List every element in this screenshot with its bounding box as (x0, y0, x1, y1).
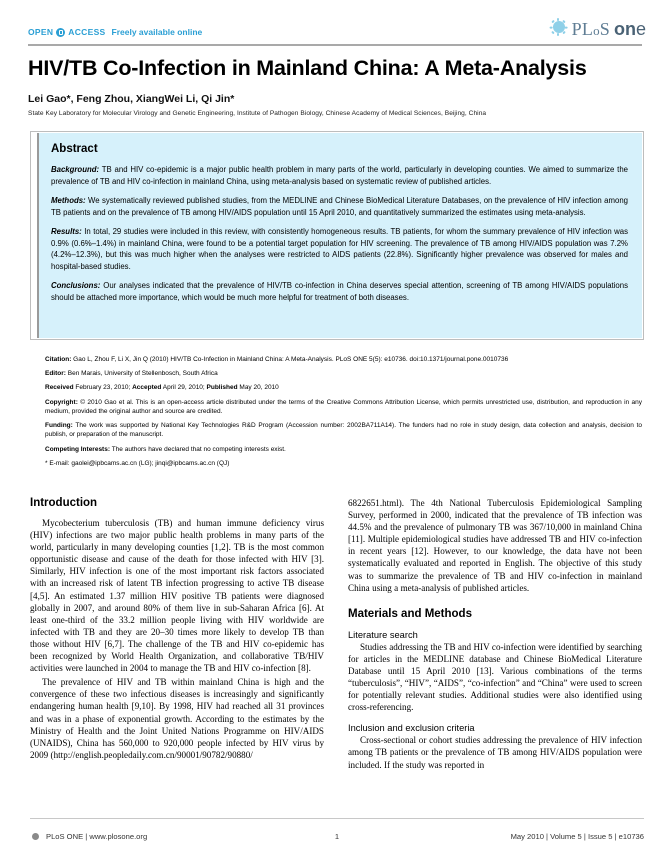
plos-wordmark: PLoS (571, 19, 610, 39)
page-header (0, 0, 670, 56)
article-metadata (45, 355, 642, 473)
open-access-banner (28, 27, 202, 37)
abstract-methods-label: Methods: (51, 196, 86, 206)
body-column-left (30, 497, 324, 763)
accepted-text: April 29, 2010; (161, 384, 207, 392)
inclusion-criteria-paragraph: Cross-sectional or cohort studies addressing the prevalence of HIV infection among TB patients or the prevalence of TB among HIV/AIDS population were included. If the study was reported in (348, 735, 642, 770)
literature-search-paragraph: Studies addressing the TB and HIV co-infection were identified by searching for articles in the MEDLINE database and Chinese BioMedical Literature Database until 15 April 2010 [13]. Various combinations of the terms “tuberculosis”, “HIV”, “AIDS”, “co-infection” and “China” were used to screen for potentially relevant studies. Additional studies were also identified using cross-referencing. (348, 641, 642, 713)
one-wordmark: one (613, 19, 646, 39)
author-list: Lei Gao*, Feng Zhou, XiangWei Li, Qi Jin* (28, 93, 235, 105)
dates-line (45, 383, 642, 392)
plos-one-logo (550, 18, 646, 38)
citation-line (45, 355, 642, 364)
citation-label: Citation: (45, 356, 72, 363)
abstract-box (37, 133, 642, 338)
abstract-background-label: Background: (51, 165, 100, 174)
abstract-results-label: Results: (51, 227, 82, 237)
subsection-heading-literature-search: Literature search (348, 629, 418, 640)
plos-sunburst-icon-footer (30, 831, 41, 842)
header-divider (28, 44, 642, 46)
abstract-heading: Abstract (51, 143, 98, 155)
editor-label: Editor: (45, 370, 66, 378)
abstract-methods (51, 195, 628, 218)
section-heading-introduction: Introduction (30, 497, 98, 509)
funding-line (45, 421, 642, 439)
abstract-results (51, 226, 628, 272)
open-access-tagline: Freely available online (111, 27, 203, 37)
funding-text: The work was supported by National Key Technologies R&D Program (Accession number: 2002BA711A14). The funders had no role in study design, data collection and analysis, decision to publish, or preparation of the manuscript. (45, 422, 642, 439)
accepted-label: Accepted (132, 384, 162, 392)
lock-icon (56, 28, 65, 37)
editor-line (45, 369, 642, 378)
received-text: February 23, 2010; (73, 384, 133, 392)
intro-paragraph-1: Mycobecterium tuberculosis (TB) and human immune deficiency virus (HIV) infections are two major public health problems in many parts of the world, particularly in many developing counties [1,2]. TB is the most common opportunistic disease and cause of the death for those infected with HIV [3]. Similarly, HIV infection is one of the most important risk factors associated with an increased risk of latent TB infection progressing to active TB disease [4,5]. An estimated 1.37 million HIV positive TB patients were diagnosed globally in 2007, and around 80% of them live in sub-Saharan Africa [6]. At least one-third of the 33.2 million people living with HIV worldwide are infected with TB and they are 20–30 times more likely to develop TB than those without HIV [6,7]. The challenge of the TB and HIV co-epidemic has been recognized by World Health Organization, and collaborative TB/HIV activities were launched in 2004 to manage the TB and HIV co-infection [8]. (30, 518, 324, 674)
published-text: May 20, 2010 (237, 384, 279, 392)
funding-label: Funding: (45, 422, 73, 430)
editor-text: Ben Marais, University of Stellenbosch, South Africa (65, 370, 218, 378)
page-footer (30, 828, 644, 844)
copyright-label: Copyright: (45, 398, 78, 406)
abstract-background (51, 164, 628, 187)
citation-text: Gao L, Zhou F, Li X, Jin Q (2010) HIV/TB Co-Infection in Mainland China: A Meta-Analysis. PLoS ONE 5(5): e10736. doi:10.1371/journal.pone.0010736 (71, 356, 509, 363)
received-label: Received (45, 384, 74, 392)
abstract-conclusions (51, 280, 628, 303)
abstract-conclusions-text: Our analyses indicated that the prevalence of HIV/TB co-infection in China deserves special attention, screening of TB among HIV/AIDS populations should be attached more importance, which would be much more helpful for treatment of both diseases. (51, 281, 628, 302)
open-access-open-label: OPEN (28, 27, 54, 37)
plos-sunburst-icon (550, 18, 568, 36)
competing-interests-label: Competing Interests: (45, 445, 111, 453)
section-heading-materials-and-methods: Materials and Methods (348, 607, 472, 620)
footer-journal-label: PLoS ONE | www.plosone.org (46, 831, 148, 841)
email-line: * E-mail: gaolei@ipbcams.ac.cn (LG); jinqi@ipbcams.ac.cn (QJ) (45, 459, 230, 467)
abstract-background-text: TB and HIV co-epidemic is a major public health problem in many parts of the world, particularly in developing counties. We aimed to summarize the prevalence of TB and HIV co-infection in mainland China, using meta-analysis based on systematic review of published articles. (51, 165, 628, 186)
abstract-methods-text: We systematically reviewed published studies, from the MEDLINE and Chinese BioMedical Literature Databases, on the prevalence of HIV infection among TB patients and on the prevalence of TB among HIV/AIDS population until 15 April 2010, and quantitatively summarized the estimates using meta-analysis. (51, 196, 628, 217)
abstract-conclusions-label: Conclusions: (51, 281, 101, 291)
intro-paragraph-2: The prevalence of HIV and TB within mainland China is high and the convergence of these two infectious diseases is increasingly and significantly endangering human health [9,10]. By 1998, HIV had reached all 31 provinces and was in a phase of exponential growth. According to the estimates by the Ministry of Health and the Joint United Nations Programme on HIV/AIDS (UNAIDS), China has 560,000 to 920,000 people infected by HIV virus by 2009 (http://english.peopledaily.com.cn/90001/90782/90880/ (30, 677, 324, 760)
footer-page-number: 1 (334, 831, 340, 841)
open-access-access-label: ACCESS (68, 27, 106, 37)
copyright-line (45, 398, 642, 416)
copyright-text: © 2010 Gao et al. This is an open-access article distributed under the terms of the Creative Commons Attribution License, which permits unrestricted use, distribution, and reproduction in any medium, provided the original author and source are credited. (45, 398, 642, 415)
footer-journal-block (30, 831, 280, 842)
affiliation-line: State Key Laboratory for Molecular Virology and Genetic Engineering, Institute of Pathogen Biology, Chinese Academy of Medical Sciences, Beijing, China (28, 110, 487, 117)
intro-paragraph-3: 6822651.html). The 4th National Tuberculosis Epidemiological Sampling Survey, performed in 2000, indicated that the prevalence of TB infection was 44.5% and the prevalence of pulmonary TB was 367/10,000 in mainland China [11]. Multiple epidemiological studies have addressed TB and HIV co-infection in recent years [12]. However, to our knowledge, the data have not been systematically evaluated and reported in English. The objective of this study was to summarize the prevalence of TB and HIV co-infection in mainland China using a meta-analysis of published articles. (348, 498, 642, 593)
abstract-results-text: In total, 29 studies were included in this review, with consistently homogeneous results. TB patients, for whom the summary prevalence of HIV infection was 0.9% (0.6%–1.4%) in mainland China, were found to be a potential target population for HIV screening. The prevalence of TB among HIV/AIDS population was 7.2% (4.2%–12.3%), but this was much higher when the analyses were restricted to AIDS patients (22.8%). Significantly higher prevalence was observed for males and hospital-based studies. (51, 227, 628, 271)
body-column-right (348, 497, 642, 773)
competing-interests-text: The authors have declared that no competing interests exist. (110, 445, 286, 453)
footer-divider (30, 818, 644, 819)
footer-issue-line: May 2010 | Volume 5 | Issue 5 | e10736 (510, 831, 644, 841)
page-title: HIV/TB Co-Infection in Mainland China: A Meta-Analysis (28, 56, 587, 80)
subsection-heading-inclusion-exclusion: Inclusion and exclusion criteria (348, 723, 475, 734)
competing-interests-line (45, 445, 642, 454)
published-label: Published (206, 384, 238, 392)
